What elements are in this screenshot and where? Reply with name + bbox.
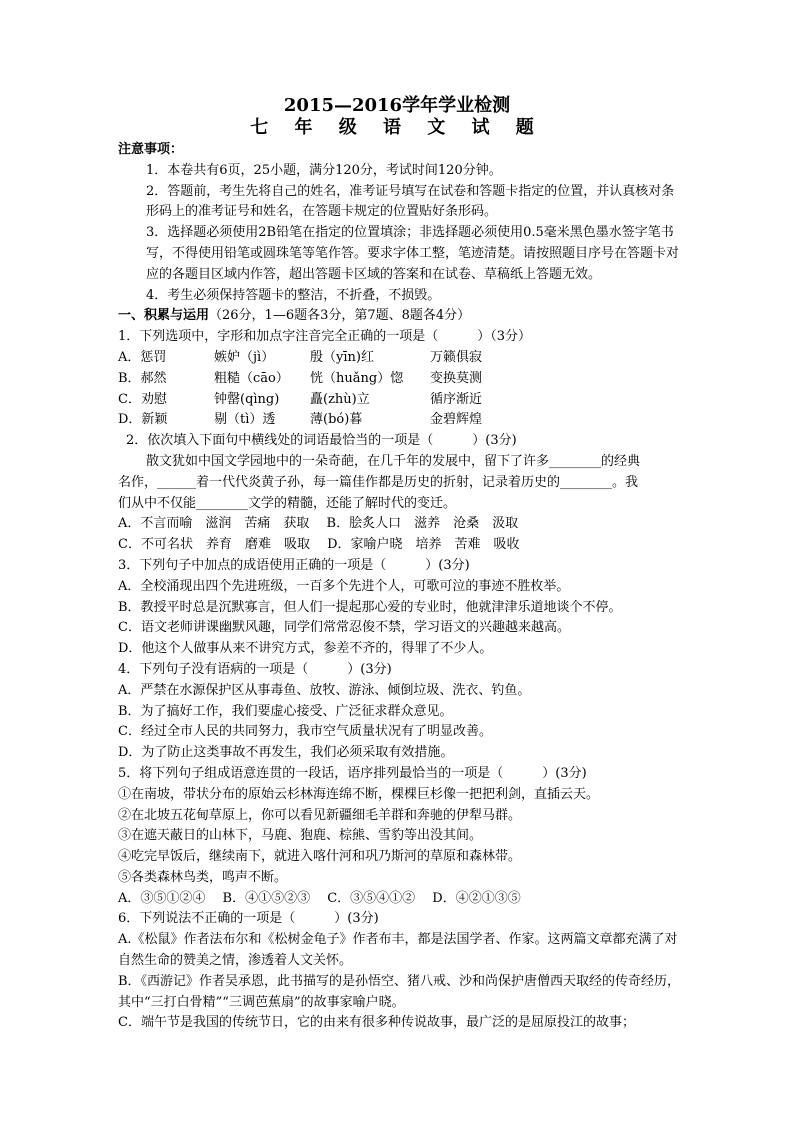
option-line: C．语文老师讲课幽默风趣，同学们常常忍俊不禁，学习语文的兴趣越来越高。 xyxy=(118,620,570,636)
passage-line: 散文犹如中国文学园地中的一朵奇葩，在几千年的发展中，留下了许多________的经典 xyxy=(146,453,641,469)
option-letter: A．惩罚 xyxy=(118,349,167,365)
option-paragraph: B．《西游记》作者吴承恩，此书描写的是孙悟空、猪八戒、沙和尚保护唐僧西天取经的传奇经历，其中“三打白骨精”“三调芭蕉扇”的故事家喻户晓。 xyxy=(118,973,681,1010)
question-stem: 5．将下列句子组成语意连贯的一段话，语序排列最恰当的一项是（ ）(3分) xyxy=(118,765,587,781)
option-word: 剔（tì）透 xyxy=(214,412,276,428)
q1-option-row xyxy=(118,369,683,390)
question-stem: 2．依次填入下面句中横线处的词语最恰当的一项是（ ）(3分) xyxy=(126,433,517,449)
option-word: 万籁俱寂 xyxy=(430,349,483,365)
option-paragraph: A.《松鼠》作者法布尔和《松树金龟子》作者布丰，都是法国学者、作家。这两篇文章都充满了对自然生命的赞美之情，渗透着人文关怀。 xyxy=(118,932,678,969)
option-line: A．严禁在水源保护区从事毒鱼、放牧、游泳、倾倒垃圾、洗衣、钓鱼。 xyxy=(118,682,531,698)
option-word: 矗(zhù)立 xyxy=(310,391,370,407)
option-word: 循序渐近 xyxy=(430,391,483,407)
q1-option-row xyxy=(118,410,683,431)
section-score-note: （26分，1—6题各3分，第7题、8题各4分） xyxy=(209,308,471,324)
option-line: D．为了防止这类事故不再发生，我们必须采取有效措施。 xyxy=(118,745,454,761)
question-stem: 4．下列句子没有语病的一项是（ ）(3分) xyxy=(118,661,392,677)
sentence-line: ②在北坡五花甸草原上，你可以看见新疆细毛羊群和奔驰的伊犁马群。 xyxy=(118,807,522,823)
option-line: C．经过全市人民的共同努力，我市空气质量状况有了明显改善。 xyxy=(118,724,492,740)
option-line: A．全校涌现出四个先进班级，一百多个先进个人，可歌可泣的事迹不胜枚举。 xyxy=(118,578,570,594)
question-stem: 1．下列选项中，字形和加点字注音完全正确的一项是（ ）（3分） xyxy=(118,329,532,345)
option-word: 恍（huǎng）惚 xyxy=(310,370,404,386)
sentence-line: ①在南坡，带状分布的原始云杉林海连绵不断，棵棵巨杉像一把把利剑，直插云天。 xyxy=(118,786,600,802)
option-word: 金碧辉煌 xyxy=(430,412,483,428)
option-line: A．③⑤①②④ B．④①⑤②③ C．③⑤④①② D．④②①③⑤ xyxy=(118,890,521,906)
section-heading xyxy=(118,306,683,327)
notice-heading: 注意事项： xyxy=(118,142,184,157)
sentence-line: ③在遮天蔽日的山林下，马鹿、狍鹿、棕熊、雪豹等出没其间。 xyxy=(118,828,483,844)
notice-item: 1．本卷共有6页，25小题，满分120分，考试时间120分钟。 xyxy=(146,162,502,178)
q1-option-row xyxy=(118,390,683,411)
option-word: 粗糙（cāo） xyxy=(214,370,289,386)
option-word: 薄(bó)暮 xyxy=(310,412,363,428)
option-line: D．他这个人做事从来不讲究方式，参差不齐的，得罪了不少人。 xyxy=(118,641,493,657)
question-stem: 3．下列句子中加点的成语使用正确的一项是（ ）(3分) xyxy=(118,557,470,573)
sentence-line: ④吃完早饭后，继续南下，就进入喀什河和巩乃斯河的草原和森林带。 xyxy=(118,849,522,865)
option-line: A．不言而喻 滋润 苦痛 获取 B．脍炙人口 滋养 沧桑 汲取 xyxy=(118,516,519,532)
option-word: 殷（yīn)红 xyxy=(310,349,374,365)
option-word: 嫉妒（jì） xyxy=(214,349,275,365)
passage-line: 们从中不仅能________文学的精髓，还能了解时代的变迁。 xyxy=(118,495,457,511)
notice-item: 4．考生必须保持答题卡的整洁，不折叠，不损毁。 xyxy=(146,287,441,303)
exam-body xyxy=(118,140,683,1034)
option-letter: D．新颖 xyxy=(118,412,168,428)
question-stem: 6．下列说法不正确的一项是（ ）(3分) xyxy=(118,911,379,927)
sentence-line: ⑤各类森林鸟类，鸣声不断。 xyxy=(118,869,288,885)
option-line: B．教授平时总是沉默寡言，但人们一提起那心爱的专业时，他就津津乐道地谈个不停。 xyxy=(118,599,622,615)
section-title: 一、积累与运用 xyxy=(118,308,210,324)
exam-subtitle: 七 年 级 语 文 试 题 xyxy=(250,117,544,138)
option-word: 变换莫测 xyxy=(430,370,483,386)
option-word: 钟罄(qìng) xyxy=(214,391,280,407)
option-letter: C．劝慰 xyxy=(118,391,167,407)
passage-line: 名作，______着一代代炎黄子孙，每一篇佳作都是历史的折射，记录着历史的________。我 xyxy=(118,474,639,490)
notice-item: 3．选择题必须使用2B铅笔在指定的位置填涂；非选择题必须使用0.5毫米黑色墨水签字笔书写，不得使用铅笔或圆珠笔等笔作答。要求字体工整，笔迹清楚。请按照题目序号在答题卡对应的各题目区域内作答，超出答题卡区域的答案和在试卷、草稿纸上答题无效。 xyxy=(146,225,680,282)
option-letter: B．郝然 xyxy=(118,370,167,386)
exam-title: 2015—2016学年学业检测 xyxy=(283,95,511,116)
notice-item: 2．答题前，考生先将自己的姓名，准考证号填写在试卷和答题卡指定的位置，并认真核对条形码上的准考证号和姓名，在答题卡规定的位置贴好条形码。 xyxy=(146,183,675,220)
option-line: C．端午节是我国的传统节日，它的由来有很多种传说故事，最广泛的是屈原投江的故事； xyxy=(118,1015,635,1031)
option-line: B．为了搞好工作，我们要虚心接受、广泛征求群众意见。 xyxy=(118,703,453,719)
q1-option-row xyxy=(118,348,683,369)
option-line: C．不可名状 养育 磨难 吸取 D．家喻户晓 培养 苦难 吸收 xyxy=(118,537,520,553)
